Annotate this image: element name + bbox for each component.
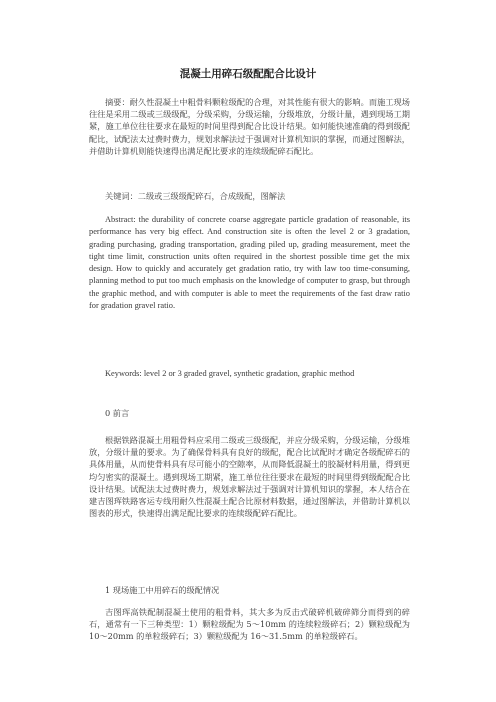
section-0-heading: 0 前言 [105,408,130,418]
abstract-english: Abstract: the durability of concrete coarse aggregate particle gradation of reasonable, its performance has very big effect. And construction site is often the level 2 or 3 gradation, grading purchasing, grading transportation, grading piled up, grading measurement, meet the tight time limit, construction units often required in the shortest possible time get the mix design. How to quickly and accurately get gradation ratio, try with law too time-consuming, planning method to put too much emphasis on the knowledge of computer to grasp, but through the graphic method, and with computer is able to meet the requirements of the fast draw ratio for gradation gravel ratio. [89,215,410,311]
section-1-body: 吉图珲高铁配制混凝土使用的粗骨料，其大多为反击式破碎机破碎筛分而得到的碎石，通常有一下三种类型：1）颗粒级配为 5～10mm 的连续粒级碎石；2）颗粒级配为 10～20mm 的单粒级碎石；3）颗粒级配为 16～31.5mm 的单粒级碎石。 [89,607,410,642]
section-1-heading: 1 现场施工中用碎石的级配情况 [105,585,220,595]
paper-title: 混凝土用碎石级配配合比设计 [179,68,317,80]
section-0-body: 根据铁路混凝土用粗骨料应采用二级或三级级配，并应分级采购，分级运输，分级堆放，分级计量的要求。为了确保骨料具有良好的级配，配合比试配时才确定各级配碎石的具体用量，从而使骨料具有尽可能小的空隙率，从而降低混凝土的胶凝材料用量，得到更均匀密实的混凝土。遇到现场工期紧，施工单位往往要求在最短的时间里得到级配配合比设计结果。试配法太过费时费力，规划求解法过于强调对计算机知识的掌握，本人结合在建吉图珲铁路客运专线用耐久性混凝土配合比原材料数据，通过图解法，并借助计算机以图表的形式，快速得出满足配比要求的连续级配碎石配比。 [89,435,410,519]
keywords-chinese: 关键词：二级或三级级配碎石，合成级配，图解法 [105,191,286,201]
abstract-chinese: 摘要：耐久性混凝土中粗骨料颗粒级配的合理，对其性能有很大的影响。而施工现场往往是采用二级或三级级配，分级采购，分级运输，分级堆放，分级计量，遇到现场工期紧，施工单位往往要求在最短的时间里得到配合比设计结果。如何能快速准确的得到级配配比，试配法太过费时费力，规划求解法过于强调对计算机知识的掌握，而通过图解法，并借助计算机则能快速得出满足配比要求的连续级配碎石配比。 [89,97,410,156]
keywords-english: Keywords: level 2 or 3 graded gravel, synthetic gradation, graphic method [105,369,355,378]
